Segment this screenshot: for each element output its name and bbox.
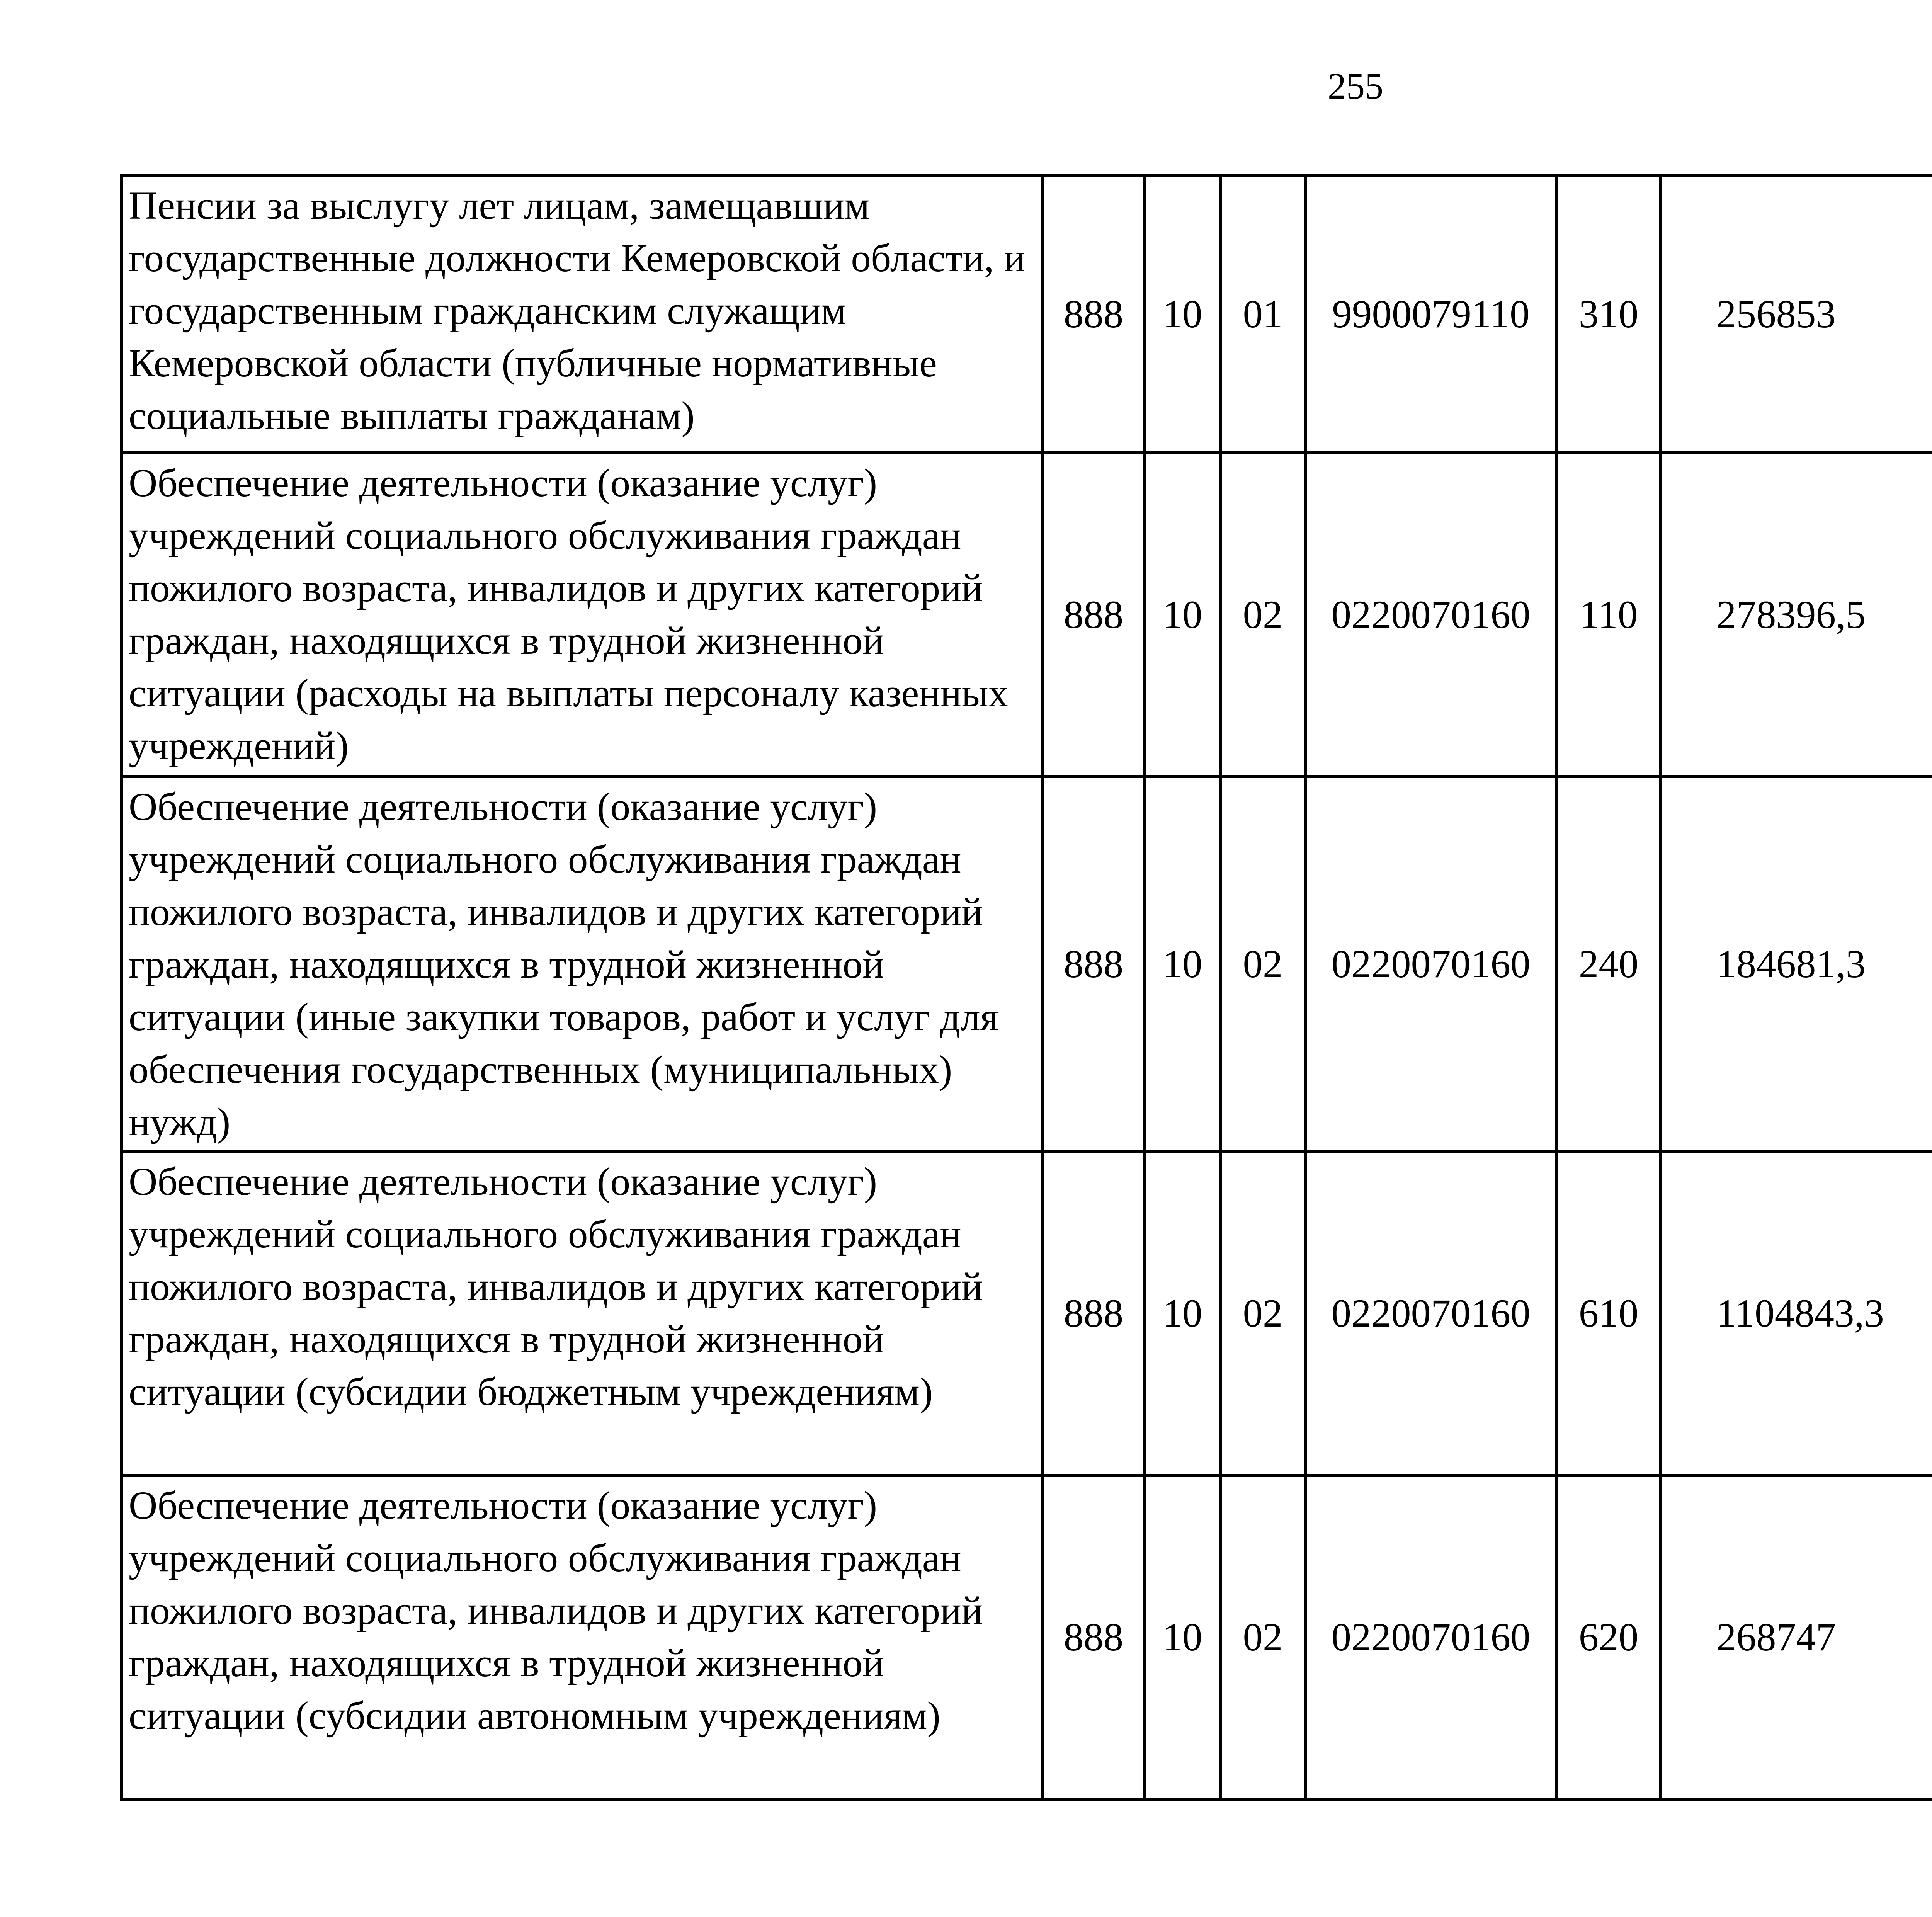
table-row	[121, 175, 1932, 453]
amount-1: 256853	[1661, 175, 1932, 453]
row-description: Обеспечение деятельности (оказание услуг) учреждений социального обслуживания граждан пожилого возраста, инвалидов и других категорий граждан, находящихся в трудной жизненной ситуации (субсидии бюджетным учреждениям)	[121, 1152, 1043, 1475]
subsection-code: 02	[1220, 1475, 1305, 1799]
subsection-code: 02	[1220, 453, 1305, 777]
ministry-code: 888	[1043, 175, 1145, 453]
amount-1: 1104843,3	[1661, 1152, 1932, 1475]
table-row	[121, 777, 1932, 1152]
subsection-code: 01	[1220, 175, 1305, 453]
expense-type-code: 310	[1556, 175, 1661, 453]
expense-type-code: 110	[1556, 453, 1661, 777]
target-article-code: 9900079110	[1305, 175, 1556, 453]
section-code: 10	[1145, 453, 1220, 777]
amount-1: 278396,5	[1661, 453, 1932, 777]
ministry-code: 888	[1043, 777, 1145, 1152]
subsection-code: 02	[1220, 777, 1305, 1152]
expense-type-code: 240	[1556, 777, 1661, 1152]
ministry-code: 888	[1043, 453, 1145, 777]
amount-1: 184681,3	[1661, 777, 1932, 1152]
expense-type-code: 620	[1556, 1475, 1661, 1799]
ministry-code: 888	[1043, 1152, 1145, 1475]
table-row	[121, 1475, 1932, 1799]
table-row	[121, 1152, 1932, 1475]
section-code: 10	[1145, 1152, 1220, 1475]
section-code: 10	[1145, 1475, 1220, 1799]
table-row	[121, 453, 1932, 777]
section-code: 10	[1145, 175, 1220, 453]
row-description: Обеспечение деятельности (оказание услуг) учреждений социального обслуживания граждан пожилого возраста, инвалидов и других категорий граждан, находящихся в трудной жизненной ситуации (расходы на выплаты персоналу казенных учреждений)	[121, 453, 1043, 777]
target-article-code: 0220070160	[1305, 1475, 1556, 1799]
expense-type-code: 610	[1556, 1152, 1661, 1475]
section-code: 10	[1145, 777, 1220, 1152]
target-article-code: 0220070160	[1305, 777, 1556, 1152]
amount-1: 268747	[1661, 1475, 1932, 1799]
budget-table	[120, 174, 1932, 1801]
row-description: Пенсии за выслугу лет лицам, замещавшим государственные должности Кемеровской области, и государственным гражданским служащим Кемеровской области (публичные нормативные социальные выплаты гражданам)	[121, 175, 1043, 453]
ministry-code: 888	[1043, 1475, 1145, 1799]
subsection-code: 02	[1220, 1152, 1305, 1475]
target-article-code: 0220070160	[1305, 1152, 1556, 1475]
target-article-code: 0220070160	[1305, 453, 1556, 777]
page-number: 255	[1328, 65, 1383, 107]
row-description: Обеспечение деятельности (оказание услуг) учреждений социального обслуживания граждан пожилого возраста, инвалидов и других категорий граждан, находящихся в трудной жизненной ситуации (иные закупки товаров, работ и услуг для обеспечения государственных (муниципальных) нужд)	[121, 777, 1043, 1152]
row-description: Обеспечение деятельности (оказание услуг) учреждений социального обслуживания граждан пожилого возраста, инвалидов и других категорий граждан, находящихся в трудной жизненной ситуации (субсидии автономным учреждениям)	[121, 1475, 1043, 1799]
